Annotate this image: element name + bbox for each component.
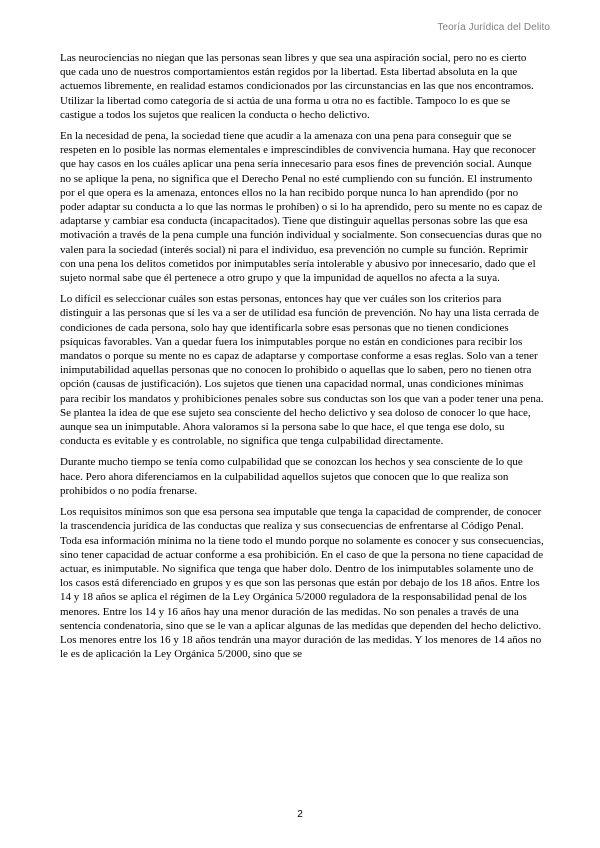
paragraph: En la necesidad de pena, la sociedad tiene que acudir a la amenaza con una pena para conseguir que se respeten en lo posible las normas elementales e imprescindibles de convivencia humana. Hay que reconocer que hay casos en los cuáles aplicar una pena sería innecesario para esos fines de prevención social. Aunque no se aplique la pena, no significa que el Derecho Penal no esté cumpliendo con su función. El instrumento por el que opera es la amenaza, entonces ellos no la han recibido porque nunca lo han aprendido (por no poder adaptar su conducta a lo que las normas le prohíben) o si lo ha aprendido, pero su mente no es capaz de adaptarse y cambiar esa conducta (incapacitados). Tiene que distinguir aquellas personas sobre las que esa motivación a través de la pena cumple una función individual y socialmente. Son consecuencias duras que no valen para la sociedad (interés social) ni para el individuo, esa prevención no cumple su función. Reprimir con una pena los delitos cometidos por inimputables sería intolerable y abusivo por innecesario, dado que el sujeto normal sabe que él pertenece a otro grupo y que la impunidad de aquellos no afecta a la suya. [60,130,543,285]
running-header: Teoría Jurídica del Delito [437,22,550,33]
paragraph: Las neurociencias no niegan que las personas sean libres y que sea una aspiración social, pero no es cierto que cada uno de nuestros comportamientos están regidos por la libertad. Esta libertad absoluta en la que actuemos libremente, en realidad estamos condicionados por las circunstancias en las que nos encontramos. Utilizar la libertad como categoría de si actúa de una forma u otra no es factible. Tampoco lo es que se castigue a todos los sujetos que realicen la conducta o hecho delictivo. [60,52,534,121]
paragraph: Lo difícil es seleccionar cuáles son estas personas, entonces hay que ver cuáles son los criterios para distinguir a las personas que sí les va a ser de utilidad esa función de prevención. No hay una lista cerrada de condiciones de cada persona, solo hay que identificarla sobre esas personas que no tienen condiciones psíquicas favorables. Van a quedar fuera los inimputables porque no están en condiciones para recibir los mandatos o porque su mente no es capaz de adaptarse y comportase conforme a esas reglas. Solo van a tener inimputabilidad aquellas personas que no conocen lo prohibido o aquellas que lo saben, pero no tienen otra opción (causas de justificación). Los sujetos que tienen una capacidad normal, unas condiciones mínimas para recibir los mandatos y prohibiciones penales sobre sus conductas son los que van a poder tener una pena. Se plantea la idea de que ese sujeto sea consciente del hecho delictivo y sea doloso de conocer lo que hace, aunque sea un inimputable. Ahora valoramos si la persona sabe lo que hace, el que tenga ese dolo, su conducta es evitable y es controlable, no significa que tenga culpabilidad directamente. [60,293,544,448]
page-number: 2 [297,809,303,820]
paragraph: Durante mucho tiempo se tenía como culpabilidad que se conozcan los hechos y sea consciente de lo que hace. Pero ahora diferenciamos en la culpabilidad aquellos sujetos que conocen que lo que realiza son prohibidos o no podía frenarse. [60,456,523,497]
paragraph: Los requisitos mínimos son que esa persona sea imputable que tenga la capacidad de comprender, de conocer la trascendencia jurídica de las conductas que realiza y sus consecuencias de enfrentarse al Código Penal. Toda esa información mínima no la tiene todo el mundo porque no solamente es conocer y sus consecuencias, sino tener capacidad de actuar conforme a esa prohibición. En el caso de que la persona no tiene capacidad de actuar, es inimputable. No significa que tenga que haber dolo. Dentro de los inimputables solamente uno de los casos está diferenciado en grupos y es que son las personas que están por debajo de los 18 años. Entre los 14 y 18 años se aplica el régimen de la Ley Orgánica 5/2000 reguladora de la responsabilidad penal de los menores. Entre los 14 y 16 años hay una menor duración de las medidas. No son penales a través de una sentencia condenatoria, sino que se le van a aplicar algunas de las medidas que dependen del hecho delictivo. Los menores entre los 16 y 18 años tendrán una mayor duración de las medidas. Y los menores de 14 años no le es de aplicación la Ley Orgánica 5/2000, sino que se [60,506,544,661]
body-text [60,51,544,668]
